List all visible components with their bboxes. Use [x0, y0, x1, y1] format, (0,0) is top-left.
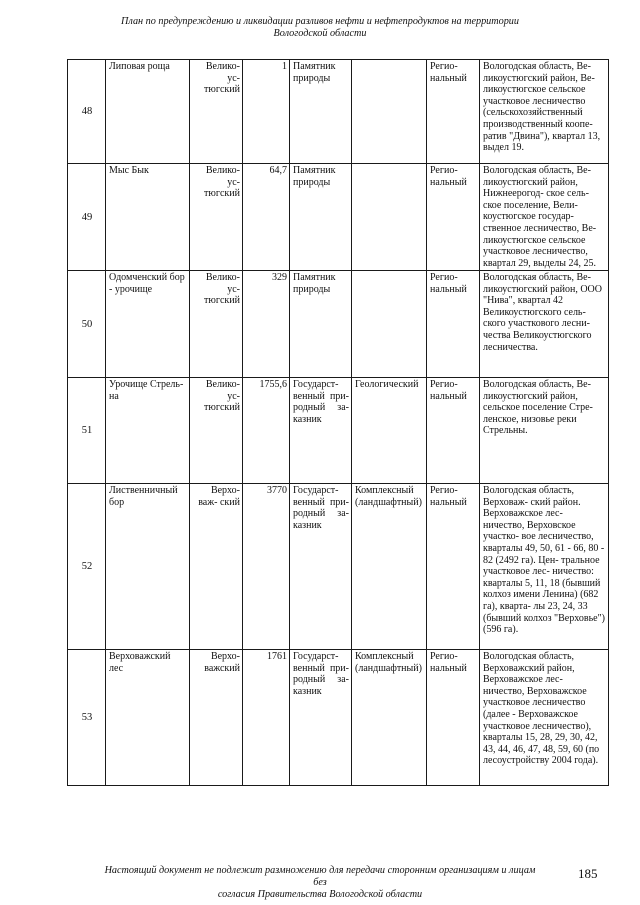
category: Памятник природы: [290, 60, 352, 164]
profile: [352, 271, 427, 378]
category: Государст- венный при- родный за- казник: [290, 650, 352, 786]
protected-areas-table: [67, 59, 609, 786]
row-number: 51: [68, 378, 106, 484]
area-size: 1: [243, 60, 290, 164]
table-row: [68, 60, 609, 164]
profile: [352, 164, 427, 271]
area-size: 1755,6: [243, 378, 290, 484]
header-line-1: План по предупреждению и ликвидации разливов нефти и нефтепродуктов на территории: [121, 16, 519, 27]
row-number: 48: [68, 60, 106, 164]
row-number: 49: [68, 164, 106, 271]
row-number: 50: [68, 271, 106, 378]
location: Вологодская область, Ве- ликоустюгский район, Ве- ликоустюгское сельское участковое лесничество (сельскохозяйственный производственный коопе- ратив "Двина"), квартал 13, выдел 19.: [480, 60, 609, 164]
category: Государст- венный при- родный за- казник: [290, 378, 352, 484]
header-line-2: Вологодской области: [273, 28, 367, 39]
importance: Регио- нальный: [427, 378, 480, 484]
district: Велико- ус- тюгский: [190, 378, 243, 484]
profile: Геологический: [352, 378, 427, 484]
category: Памятник природы: [290, 164, 352, 271]
page-footer: [100, 865, 540, 901]
row-number: 52: [68, 484, 106, 650]
page-number: 185: [578, 866, 598, 881]
district: Верхо- важ- ский: [190, 484, 243, 650]
table-row: [68, 378, 609, 484]
footer-line-1: Настоящий документ не подлежит размножению для передачи сторонним организациям и лицам без: [104, 865, 536, 888]
profile: Комплексный (ландшафтный): [352, 650, 427, 786]
district: Верхо- важский: [190, 650, 243, 786]
district: Велико- ус- тюгский: [190, 60, 243, 164]
area-size: 3770: [243, 484, 290, 650]
row-number: 53: [68, 650, 106, 786]
table-row: [68, 650, 609, 786]
importance: Регио- нальный: [427, 650, 480, 786]
area-name: Верховажский лес: [106, 650, 190, 786]
table-row: [68, 164, 609, 271]
table-row: [68, 271, 609, 378]
area-size: 329: [243, 271, 290, 378]
location: Вологодская область, Ве- ликоустюгский район, ООО "Нива", квартал 42 Великоустюгского сель- ского участкового лесни- чества Великоустюгского лесничества.: [480, 271, 609, 378]
district: Велико- ус- тюгский: [190, 271, 243, 378]
profile: Комплексный (ландшафтный): [352, 484, 427, 650]
importance: Регио- нальный: [427, 164, 480, 271]
area-name: Урочище Стрель- на: [106, 378, 190, 484]
area-name: Липовая роща: [106, 60, 190, 164]
area-name: Лиственничный бор: [106, 484, 190, 650]
importance: Регио- нальный: [427, 484, 480, 650]
category: Государст- венный при- родный за- казник: [290, 484, 352, 650]
area-name: Одомченский бор - урочище: [106, 271, 190, 378]
location: Вологодская область, Верховажский район, Верховажское лес- ничество, Верховажское участковое лесничество (далее - Верховажское участковое лесничество), кварталы 15, 28, 29, 30, 42, 43, 44, 46, 47, 48, 59, 60 (по лесоустройству 2004 года).: [480, 650, 609, 786]
category: Памятник природы: [290, 271, 352, 378]
footer-line-2: согласия Правительства Вологодской области: [217, 889, 423, 900]
area-name: Мыс Бык: [106, 164, 190, 271]
page-header: [0, 16, 640, 40]
table-row: [68, 484, 609, 650]
location: Вологодская область, Ве- ликоустюгский район, Нижнеерогод- ское сель- ское поселение, Вели- коустюгское государ- ственное лесничество, Ве- ликоустюгское сельское участковое лесничество, квартал 29, выделы 24, 25.: [480, 164, 609, 271]
area-size: 64,7: [243, 164, 290, 271]
importance: Регио- нальный: [427, 60, 480, 164]
importance: Регио- нальный: [427, 271, 480, 378]
location: Вологодская область, Ве- ликоустюгский район, сельское поселение Стре- ленское, низовье реки Стрельны.: [480, 378, 609, 484]
area-size: 1761: [243, 650, 290, 786]
profile: [352, 60, 427, 164]
district: Велико- ус- тюгский: [190, 164, 243, 271]
location: Вологодская область, Верховаж- ский район. Верховажское лес- ничество, Верховское участко- вое лесничество, кварталы 49, 50, 61 - 66, 80 - 82 (2492 га). Цен- тральное участковое лес- ничество: кварталы 5, 11, 18 (бывший колхоз имени Ленина) (682 га), кварта- лы 23, 24, 33 (бывший колхоз "Верховье") (596 га).: [480, 484, 609, 650]
